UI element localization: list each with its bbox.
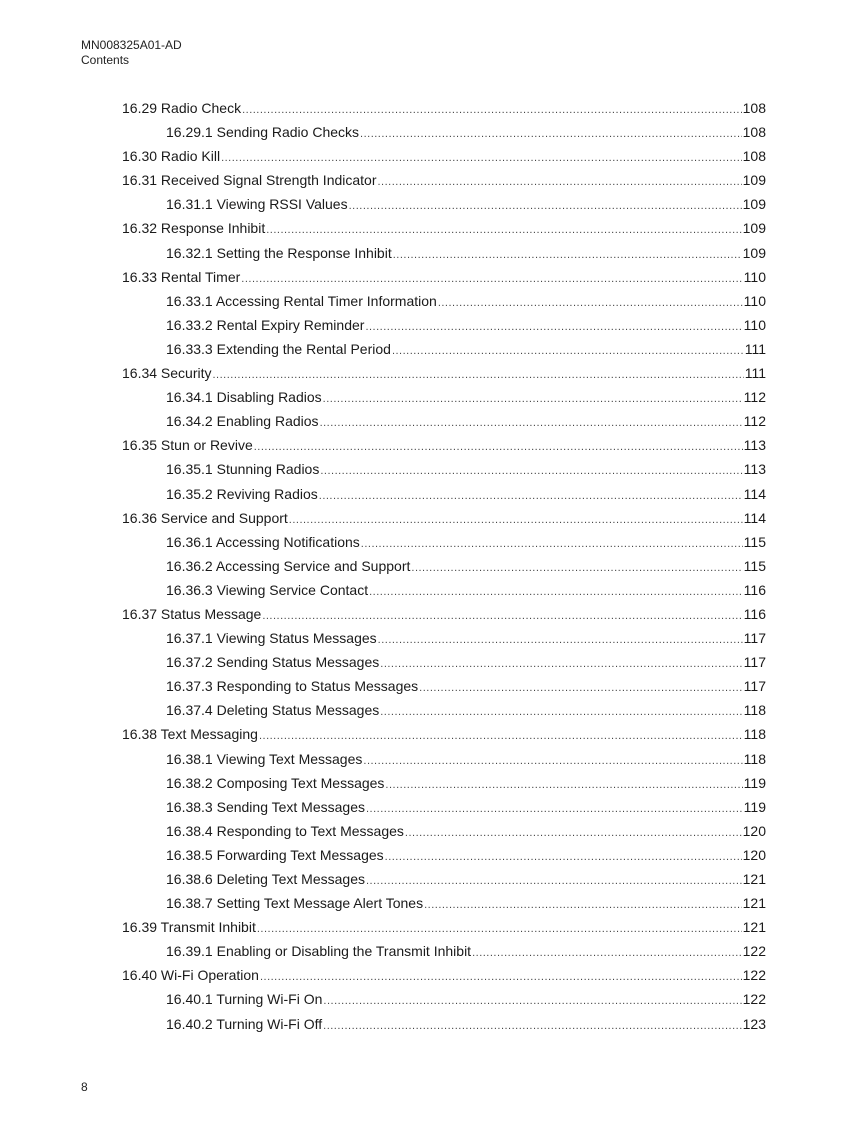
toc-entry-title: 16.31.1 Viewing RSSI Values <box>166 196 348 213</box>
toc-entry-page: 122 <box>742 943 766 960</box>
toc-entry-title: 16.35 Stun or Revive <box>122 437 253 454</box>
toc-entry[interactable] <box>122 482 766 506</box>
toc-entry[interactable] <box>122 722 766 746</box>
toc-entry[interactable] <box>122 891 766 915</box>
toc-entry-title: 16.30 Radio Kill <box>122 148 221 165</box>
toc-entry-page: 111 <box>744 340 766 357</box>
toc-dot-leader <box>365 315 742 339</box>
toc-entry[interactable] <box>122 168 766 192</box>
toc-entry[interactable] <box>122 602 766 626</box>
toc-entry-title: 16.29 Radio Check <box>122 100 242 116</box>
toc-entry-page: 112 <box>743 413 766 430</box>
toc-entry-title: 16.31 Received Signal Strength Indicator <box>122 172 377 189</box>
toc-entry-title: 16.33.3 Extending the Rental Period <box>166 340 391 357</box>
toc-dot-leader <box>254 435 743 459</box>
toc-entry[interactable] <box>122 313 766 337</box>
toc-entry-page: 121 <box>742 871 766 887</box>
toc-entry-title: 16.38.4 Responding to Text Messages <box>166 822 404 839</box>
toc-entry-title: 16.33 Rental Timer <box>122 268 241 285</box>
toc-entry-title: 16.38.7 Setting Text Message Alert Tones <box>166 895 424 912</box>
toc-entry-page: 122 <box>742 991 766 1008</box>
toc-entry-title: 16.38.5 Forwarding Text Messages <box>166 846 384 863</box>
toc-dot-leader <box>319 484 743 508</box>
toc-entry-title: 16.29.1 Sending Radio Checks <box>166 124 360 141</box>
toc-dot-leader <box>380 700 742 724</box>
toc-entry-title: 16.38.6 Deleting Text Messages <box>166 871 365 887</box>
toc-entry-title: 16.35.1 Stunning Radios <box>166 461 320 478</box>
toc-dot-leader <box>320 411 743 435</box>
toc-entry-page: 108 <box>742 124 766 141</box>
toc-entry-page: 121 <box>742 919 766 936</box>
toc-entry-page: 123 <box>742 1015 766 1032</box>
toc-dot-leader <box>385 845 742 869</box>
toc-entry[interactable] <box>122 747 766 771</box>
toc-entry[interactable] <box>122 241 766 265</box>
toc-entry-title: 16.36 Service and Support <box>122 509 288 526</box>
toc-entry[interactable] <box>122 409 766 433</box>
toc-entry-page: 114 <box>743 509 766 526</box>
toc-entry-page: 119 <box>743 798 766 815</box>
toc-entry-page: 109 <box>742 220 766 237</box>
toc-entry[interactable] <box>122 144 766 168</box>
toc-entry[interactable] <box>122 433 766 457</box>
toc-entry[interactable] <box>122 987 766 1011</box>
toc-entry-page: 111 <box>744 365 766 382</box>
toc-entry[interactable] <box>122 771 766 795</box>
toc-entry[interactable] <box>122 337 766 361</box>
toc-dot-leader <box>438 291 743 315</box>
toc-entry-page: 112 <box>743 389 766 406</box>
toc-entry[interactable] <box>122 674 766 698</box>
toc-dot-leader <box>213 363 744 387</box>
toc-entry[interactable] <box>122 265 766 289</box>
toc-entry-title: 16.34 Security <box>122 365 212 382</box>
toc-entry-page: 114 <box>743 485 766 502</box>
toc-entry[interactable] <box>122 939 766 963</box>
toc-dot-leader <box>242 98 742 122</box>
toc-entry[interactable] <box>122 506 766 530</box>
table-of-contents <box>122 96 766 1036</box>
toc-dot-leader <box>266 218 741 242</box>
toc-entry-page: 118 <box>743 702 766 719</box>
toc-dot-leader <box>323 387 743 411</box>
toc-dot-leader <box>262 604 742 628</box>
toc-dot-leader <box>320 459 742 483</box>
toc-dot-leader <box>411 556 742 580</box>
toc-dot-leader <box>363 749 742 773</box>
toc-dot-leader <box>221 146 742 170</box>
toc-dot-leader <box>289 508 743 532</box>
toc-entry-page: 117 <box>743 630 766 647</box>
toc-entry-page: 118 <box>743 750 766 767</box>
document-id: MN008325A01-AD <box>81 38 182 52</box>
toc-entry-title: 16.34.1 Disabling Radios <box>166 389 322 406</box>
toc-entry-title: 16.40.1 Turning Wi-Fi On <box>166 991 323 1008</box>
toc-dot-leader <box>369 580 743 604</box>
toc-entry-title: 16.37 Status Message <box>122 605 262 622</box>
toc-entry-title: 16.36.3 Viewing Service Contact <box>166 581 369 598</box>
toc-entry[interactable] <box>122 554 766 578</box>
section-name: Contents <box>81 53 130 67</box>
toc-entry[interactable] <box>122 96 766 120</box>
toc-entry-page: 110 <box>743 292 766 309</box>
toc-entry-title: 16.38.2 Composing Text Messages <box>166 774 385 791</box>
toc-dot-leader <box>360 122 742 146</box>
toc-entry-page: 119 <box>743 774 766 791</box>
toc-entry-page: 117 <box>743 654 766 671</box>
toc-entry[interactable] <box>122 843 766 867</box>
toc-entry-page: 109 <box>742 172 766 189</box>
toc-entry-page: 115 <box>743 557 766 574</box>
toc-entry[interactable] <box>122 385 766 409</box>
toc-entry[interactable] <box>122 457 766 481</box>
toc-entry-title: 16.38.3 Sending Text Messages <box>166 798 365 815</box>
toc-entry-title: 16.38.1 Viewing Text Messages <box>166 750 363 767</box>
toc-entry[interactable] <box>122 120 766 144</box>
toc-dot-leader <box>380 652 742 676</box>
toc-entry-page: 108 <box>742 100 766 116</box>
toc-dot-leader <box>378 170 742 194</box>
toc-dot-leader <box>349 194 742 218</box>
toc-entry-title: 16.36.2 Accessing Service and Support <box>166 557 411 574</box>
toc-dot-leader <box>260 965 742 989</box>
toc-entry-title: 16.33.1 Accessing Rental Timer Information <box>166 292 437 309</box>
toc-entry-page: 110 <box>743 268 766 285</box>
toc-entry-page: 122 <box>742 967 766 984</box>
toc-entry-page: 108 <box>742 148 766 165</box>
toc-dot-leader <box>424 893 742 917</box>
toc-entry-page: 116 <box>743 605 766 622</box>
toc-entry[interactable] <box>122 626 766 650</box>
toc-entry-title: 16.34.2 Enabling Radios <box>166 413 319 430</box>
toc-entry-title: 16.32.1 Setting the Response Inhibit <box>166 244 392 261</box>
toc-entry-title: 16.37.3 Responding to Status Messages <box>166 678 419 695</box>
toc-entry[interactable] <box>122 867 766 891</box>
toc-entry-page: 113 <box>743 437 766 454</box>
toc-entry-title: 16.32 Response Inhibit <box>122 220 266 237</box>
toc-dot-leader <box>323 989 741 1013</box>
toc-entry[interactable] <box>122 963 766 987</box>
toc-entry[interactable] <box>122 819 766 843</box>
toc-entry[interactable] <box>122 578 766 602</box>
toc-dot-leader <box>393 243 742 267</box>
toc-dot-leader <box>405 821 742 845</box>
toc-entry[interactable] <box>122 289 766 313</box>
toc-entry-page: 115 <box>743 533 766 550</box>
toc-dot-leader <box>366 869 742 893</box>
toc-dot-leader <box>419 676 743 700</box>
toc-entry-title: 16.33.2 Rental Expiry Reminder <box>166 316 365 333</box>
toc-entry[interactable] <box>122 361 766 385</box>
toc-entry-title: 16.37.4 Deleting Status Messages <box>166 702 380 719</box>
toc-entry[interactable] <box>122 1012 766 1036</box>
toc-dot-leader <box>241 267 742 291</box>
toc-dot-leader <box>366 797 743 821</box>
toc-entry-page: 113 <box>743 461 766 478</box>
toc-dot-leader <box>392 339 744 363</box>
toc-entry-title: 16.37.1 Viewing Status Messages <box>166 630 377 647</box>
toc-entry-title: 16.39 Transmit Inhibit <box>122 919 256 936</box>
toc-dot-leader <box>257 917 742 941</box>
toc-dot-leader <box>361 532 743 556</box>
toc-entry-page: 120 <box>742 822 766 839</box>
toc-entry-page: 110 <box>743 316 766 333</box>
toc-entry-page: 118 <box>743 726 766 743</box>
toc-entry[interactable] <box>122 650 766 674</box>
toc-entry[interactable] <box>122 915 766 939</box>
toc-dot-leader <box>259 724 743 748</box>
toc-entry[interactable] <box>122 530 766 554</box>
toc-dot-leader <box>323 1014 742 1038</box>
toc-entry-title: 16.40 Wi-Fi Operation <box>122 967 259 984</box>
toc-entry[interactable] <box>122 192 766 216</box>
toc-entry-title: 16.35.2 Reviving Radios <box>166 485 318 502</box>
toc-entry-title: 16.40.2 Turning Wi-Fi Off <box>166 1015 323 1032</box>
toc-entry-title: 16.37.2 Sending Status Messages <box>166 654 380 671</box>
page-number: 8 <box>81 1080 88 1094</box>
toc-entry-page: 116 <box>743 581 766 598</box>
toc-entry-title: 16.38 Text Messaging <box>122 726 258 743</box>
toc-entry-title: 16.39.1 Enabling or Disabling the Transmit Inhibit <box>166 943 472 960</box>
toc-entry[interactable] <box>122 795 766 819</box>
toc-entry-page: 117 <box>743 678 766 695</box>
toc-entry-title: 16.36.1 Accessing Notifications <box>166 533 360 550</box>
toc-entry-page: 109 <box>742 244 766 261</box>
toc-dot-leader <box>378 628 743 652</box>
toc-entry-page: 109 <box>742 196 766 213</box>
toc-entry-page: 121 <box>742 895 766 912</box>
toc-dot-leader <box>472 941 742 965</box>
toc-entry[interactable] <box>122 698 766 722</box>
toc-entry-page: 120 <box>742 846 766 863</box>
toc-entry[interactable] <box>122 216 766 240</box>
toc-dot-leader <box>385 773 742 797</box>
running-header <box>81 38 182 68</box>
